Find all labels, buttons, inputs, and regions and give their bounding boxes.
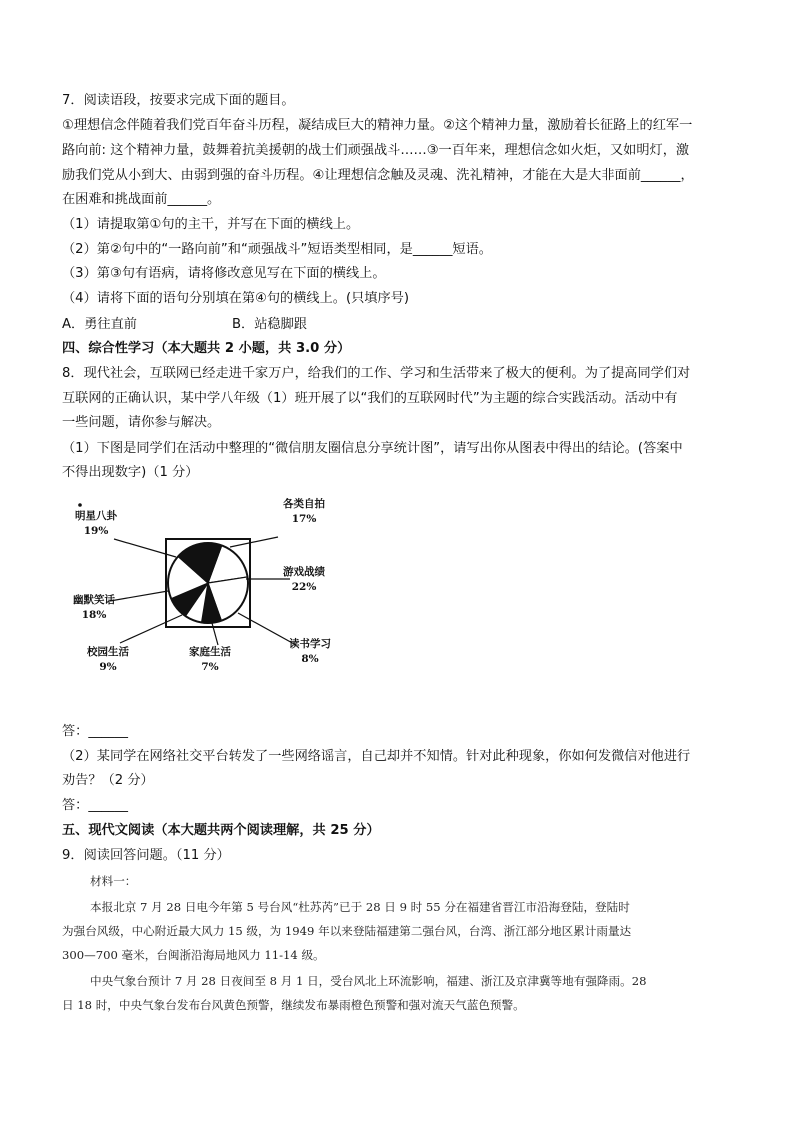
q9-stem: 9．阅读回答问题。（11 分） <box>62 848 230 863</box>
q8-sub2-line: 劝告？（2 分） <box>62 773 154 788</box>
slice-label: 明星八卦 <box>75 510 117 522</box>
q8-intro-line: 8．现代社会，互联网已经走进千家万户，给我们的工作、学习和生活带来了极大的便利。为了提高同学们对 <box>62 366 691 381</box>
q7-option-b: B．站稳脚跟 <box>232 317 307 332</box>
material-paragraph-line: 本报北京 7 月 28 日电今年第 5 号台风“杜苏芮”已于 28 日 9 时 55 分在福建省晋江市沿海登陆，登陆时 <box>90 900 630 914</box>
slice-label: 各类自拍 <box>283 498 325 510</box>
material-paragraph-line: 日 18 时，中央气象台发布台风黄色预警，继续发布暴雨橙色预警和强对流天气蓝色预警。 <box>62 998 525 1012</box>
leader-line <box>238 613 296 645</box>
pie-chart <box>60 495 360 685</box>
slice-label: 游戏战绩 <box>283 566 325 578</box>
section4-heading: 四、综合性学习（本大题共 2 小题，共 3.0 分） <box>62 341 351 356</box>
q8-intro-line: 互联网的正确认识，某中学八年级（1）班开展了以“我们的互联网时代”为主题的综合实践活动。活动中有 <box>62 391 678 406</box>
q7-sub1: （1）请提取第①句的主干，并写在下面的横线上。 <box>62 217 360 232</box>
slice-percent: 9% <box>99 661 117 673</box>
q8-answer1: 答：______ <box>62 724 128 739</box>
leader-line <box>120 615 182 643</box>
q7-passage-line: ①理想信念伴随着我们党百年奋斗历程，凝结成巨大的精神力量。②这个精神力量，激励着长征路上的红军一 <box>62 118 693 133</box>
slice-percent: 18% <box>81 609 107 621</box>
q7-passage-line: 在困难和挑战面前______。 <box>62 192 221 207</box>
slice-percent: 19% <box>83 525 109 537</box>
q7-sub3: （3）第③句有语病，请将修改意见写在下面的横线上。 <box>62 266 386 281</box>
slice-label: 校园生活 <box>87 646 129 658</box>
slice-percent: 7% <box>201 661 219 673</box>
slice-label: 幽默笑话 <box>73 594 115 606</box>
q8-intro-line: 一些问题，请你参与解决。 <box>62 415 221 430</box>
material-paragraph-line: 300—700 毫米，台闽浙沿海局地风力 11-14 级。 <box>62 948 325 962</box>
leader-line <box>110 591 168 601</box>
slice-label: 家庭生活 <box>189 646 231 658</box>
section5-heading: 五、现代文阅读（本大题共两个阅读理解，共 25 分） <box>62 823 380 838</box>
q7-passage-line: 路向前: 这个精神力量，鼓舞着抗美援朝的战士们顽强战斗……③一百年来，理想信念如火炬，又如明灯，激 <box>62 143 690 158</box>
q7-option-a: A．勇往直前 <box>62 317 137 332</box>
slice-percent: 22% <box>291 581 317 593</box>
material-label: 材料一： <box>90 874 137 888</box>
q8-answer2: 答：______ <box>62 798 128 813</box>
material-paragraph-line: 中央气象台预计 7 月 28 日夜间至 8 月 1 日，受台风北上环流影响，福建、浙江及京津冀等地有强降雨。28 <box>90 974 647 988</box>
q7-sub4: （4）请将下面的语句分别填在第④句的横线上。(只填序号) <box>62 291 410 306</box>
bullet-mark <box>78 503 82 507</box>
q7-stem: 7．阅读语段，按要求完成下面的题目。 <box>62 93 295 108</box>
q8-sub2-line: （2）某同学在网络社交平台转发了一些网络谣言，自己却并不知情。针对此种现象，你如何发微信对他进行 <box>62 749 691 764</box>
q7-passage-line: 励我们党从小到大、由弱到强的奋斗历程。④让理想信念触及灵魂、洗礼精神，才能在大是大非面前______， <box>62 168 694 183</box>
slice-label: 读书学习 <box>289 638 331 650</box>
slice-percent: 17% <box>291 513 317 525</box>
material-paragraph-line: 为强台风级，中心附近最大风力 15 级，为 1949 年以来登陆福建第二强台风，台湾、浙江部分地区累计雨量达 <box>62 924 632 938</box>
q8-sub1-line: （1）下图是同学们在活动中整理的“微信朋友圈信息分享统计图”，请写出你从图表中得出的结论。(答案中 <box>62 441 683 456</box>
q7-sub2: （2）第②句中的“一路向前”和“顽强战斗”短语类型相同，是______短语。 <box>62 242 492 257</box>
q8-sub1-line: 不得出现数字)（1 分） <box>62 465 199 480</box>
slice-percent: 8% <box>301 653 319 665</box>
